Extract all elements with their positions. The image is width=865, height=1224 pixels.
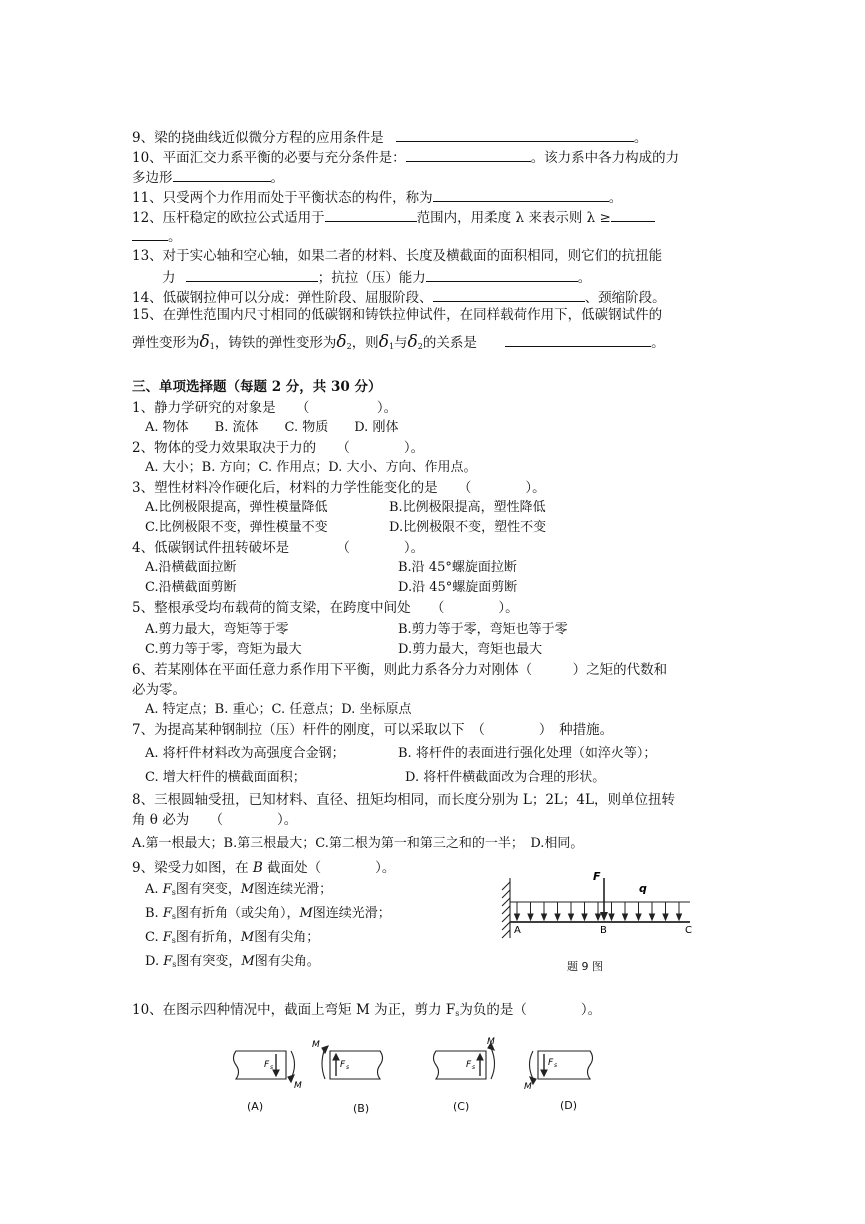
choice-option-5a[interactable]: A.剪力最大，弯矩等于零 <box>145 622 289 637</box>
question-text: 15、在弹性范围内尺寸相同的低碳钢和铸铁拉伸试件，在同样载荷作用下，低碳钢试件的 <box>132 307 663 323</box>
answer-blank[interactable] <box>132 225 168 241</box>
shear-label: F <box>466 1060 472 1070</box>
load-arrow-head <box>569 914 574 920</box>
fill-question-10-line2: 多边形 。 <box>132 166 284 188</box>
choice-option-5d[interactable]: D.剪力最大，弯矩也最大 <box>398 642 543 657</box>
choice-question-6: 6、若某刚体在平面任意力系作用下平衡，则此力系各分力对刚体（ ）之矩的代数和 <box>132 662 668 678</box>
fill-question-14: 14、低碳钢拉伸可以分成：弹性阶段、屈服阶段、 、颈缩阶段。 <box>132 286 666 308</box>
choice-question-10: 10、在图示四种情况中，截面上弯矩 M 为正，剪力 $F_s$为负的是（ ）。 <box>132 1002 602 1018</box>
choice-option-7c[interactable]: C. 增大杆件的横截面面积； <box>145 770 306 785</box>
choice-option-9c[interactable]: C. $F_s$图有折角，M图有尖角； <box>145 930 320 945</box>
choice-option-3d[interactable]: D.比例极限不变，塑性不变 <box>389 520 547 535</box>
answer-blank[interactable] <box>426 266 578 282</box>
case-label-a[interactable]: (A) <box>247 1100 264 1113</box>
force-label-f: F <box>593 870 601 883</box>
load-arrow-head <box>515 914 520 920</box>
point-load-arrow <box>600 878 608 921</box>
moment-label: M <box>524 1082 532 1090</box>
choice-question-1: 1、静力学研究的对象是 （ ）。 <box>132 400 398 416</box>
answer-blank[interactable] <box>186 266 318 282</box>
choice-option-9a[interactable]: A. $F_s$图有突变，M图连续光滑； <box>145 882 333 897</box>
question-text: 12、压杆稳定的欧拉公式适用于 <box>132 210 325 226</box>
load-arrow-head <box>542 914 547 920</box>
moment-label: M <box>294 1081 302 1090</box>
load-arrow-head <box>582 914 587 920</box>
fill-question-15-line2: 弹性变形为$\delta_1$，铸铁的弹性变形为$\delta_2$，则$\delta_1$与$\delta_2$的关系是 。 <box>132 332 665 352</box>
choice-option-4d[interactable]: D.沿 45°螺旋面剪断 <box>398 580 518 595</box>
choice-question-2: 2、物体的受力效果取决于力的 （ ）。 <box>132 440 425 456</box>
choice-question-7: 7、为提高某种钢制拉（压）杆件的刚度，可以采取以下 （ ） 种措施。 <box>132 722 614 738</box>
choice-option-9b[interactable]: B. $F_s$图有折角（或尖角），M图连续光滑； <box>145 906 391 921</box>
fill-question-13-line2: 力 ；抗拉（压）能力 。 <box>162 266 591 288</box>
choice-question-9: 9、梁受力如图，在 B 截面处（ ）。 <box>132 860 396 876</box>
choice-options-8[interactable]: A.第一根最大；B.第三根最大；C.第二根为第一和第三之和的一半； D.相同。 <box>132 836 584 851</box>
shear-subscript: s <box>472 1064 476 1071</box>
case-d-diagram <box>530 1051 593 1084</box>
section-heading: 三、单项选择题（每题 2 分，共 30 分） <box>132 379 382 395</box>
choice-option-7a[interactable]: A. 将杆件材料改为高强度合金钢； <box>145 746 345 761</box>
choice-option-3c[interactable]: C.比例极限不变，弹性模量不变 <box>145 520 328 535</box>
choice-options-6[interactable]: A. 特定点；B. 重心；C. 任意点；D. 坐标原点 <box>145 702 412 717</box>
choice-option-9d[interactable]: D. $F_s$图有突变，M图有尖角。 <box>145 954 320 969</box>
question-text: 13、对于实心轴和空心轴，如果二者的材料、长度及横截面的面积相同，则它们的抗扭能 <box>132 248 663 264</box>
answer-blank[interactable] <box>433 186 609 202</box>
choice-option-4c[interactable]: C.沿横截面剪断 <box>145 580 237 595</box>
answer-blank[interactable] <box>611 206 655 222</box>
shear-label: F <box>340 1060 346 1070</box>
load-arrow-head <box>650 914 655 920</box>
point-label-b: B <box>600 925 607 936</box>
load-arrow-head <box>636 914 641 920</box>
choice-question-8-line2: 角 θ 必为 （ ）。 <box>132 812 298 828</box>
answer-blank[interactable] <box>173 166 271 182</box>
fill-question-11: 11、只受两个力作用而处于平衡状态的构件，称为 。 <box>132 186 622 208</box>
shear-subscript: s <box>554 1062 558 1069</box>
case-label-d[interactable]: (D) <box>560 1099 578 1112</box>
choice-options-1[interactable]: A. 物体 B. 流体 C. 物质 D. 刚体 <box>145 420 399 435</box>
choice-option-7b[interactable]: B. 将杆件的表面进行强化处理（如淬火等）； <box>398 746 657 761</box>
choice-option-3b[interactable]: B.比例极限提高，塑性降低 <box>389 500 546 515</box>
question-text: 14、低碳钢拉伸可以分成：弹性阶段、屈服阶段、 <box>132 290 433 306</box>
moment-label: M <box>487 1037 495 1047</box>
answer-blank[interactable] <box>433 286 585 302</box>
moment-label: M <box>312 1040 320 1050</box>
answer-blank[interactable] <box>325 206 417 222</box>
figure-caption: 题 9 图 <box>567 960 603 973</box>
fill-question-15-line1 <box>132 305 662 325</box>
choice-option-5c[interactable]: C.剪力等于零，弯矩为最大 <box>145 642 302 657</box>
load-arrow-head <box>677 914 682 920</box>
choice-option-4b[interactable]: B.沿 45°螺旋面拉断 <box>398 560 517 575</box>
case-c-diagram <box>434 1043 495 1079</box>
shear-subscript: s <box>270 1064 274 1071</box>
load-arrow-head <box>528 914 533 920</box>
choice-option-4a[interactable]: A.沿横截面拉断 <box>145 560 237 575</box>
beam-figure-9 <box>490 866 700 946</box>
shear-label: F <box>548 1058 554 1068</box>
question-text: 10、平面汇交力系平衡的必要与充分条件是： <box>132 150 406 166</box>
choice-option-7d[interactable]: D. 将杆件横截面改为合理的形状。 <box>405 770 606 785</box>
load-arrow-head <box>596 914 601 920</box>
choice-question-6-line2: 必为零。 <box>132 682 186 698</box>
load-arrow-head <box>663 914 668 920</box>
fill-question-12-line2: 。 <box>132 225 182 247</box>
shear-subscript: s <box>346 1064 350 1071</box>
case-label-b[interactable]: (B) <box>353 1102 370 1115</box>
fill-question-10-line1: 10、平面汇交力系平衡的必要与充分条件是： 。该力系中各力构成的力 <box>132 146 679 168</box>
fill-question-12: 12、压杆稳定的欧拉公式适用于 范围内，用柔度 λ 来表示则 λ ≥ <box>132 206 655 228</box>
fill-question-13-line1 <box>132 246 662 266</box>
shear-label: F <box>264 1060 270 1070</box>
load-arrow-head <box>609 914 614 920</box>
answer-blank[interactable] <box>505 331 651 347</box>
distributed-load <box>510 902 690 920</box>
choice-question-4: 4、低碳钢试件扭转破坏是 （ ）。 <box>132 540 425 556</box>
question-text: 9、梁的挠曲线近似微分方程的应用条件是 <box>132 130 384 146</box>
load-arrow-head <box>623 914 628 920</box>
point-label-a: A <box>514 925 521 936</box>
choice-option-3a[interactable]: A.比例极限提高，弹性模量降低 <box>145 500 328 515</box>
choice-option-5b[interactable]: B.剪力等于零，弯矩也等于零 <box>398 622 568 637</box>
case-b-diagram <box>322 1046 383 1079</box>
case-label-c[interactable]: (C) <box>453 1100 470 1113</box>
fixed-support <box>502 878 510 938</box>
answer-blank[interactable] <box>396 126 634 142</box>
fill-question-9: 9、梁的挠曲线近似微分方程的应用条件是 。 <box>132 126 647 148</box>
choice-question-8: 8、三根圆轴受扭，已知材料、直径、扭矩均相同，而长度分别为 L；2L；4L，则单位扭转 <box>132 792 675 808</box>
choice-question-5: 5、整根承受均布载荷的简支梁，在跨度中间处 （ ）。 <box>132 600 519 616</box>
choice-question-3: 3、塑性材料冷作硬化后，材料的力学性能变化的是 （ ）。 <box>132 480 546 496</box>
point-label-c: C <box>685 925 692 936</box>
load-arrow-head <box>555 914 560 920</box>
answer-blank[interactable] <box>406 146 531 162</box>
section-figure-10 <box>228 1034 608 1090</box>
question-text: 11、只受两个力作用而处于平衡状态的构件，称为 <box>132 190 433 206</box>
choice-options-2[interactable]: A. 大小；B. 方向；C. 作用点；D. 大小、方向、作用点。 <box>145 460 477 475</box>
load-label-q: q <box>639 882 647 895</box>
